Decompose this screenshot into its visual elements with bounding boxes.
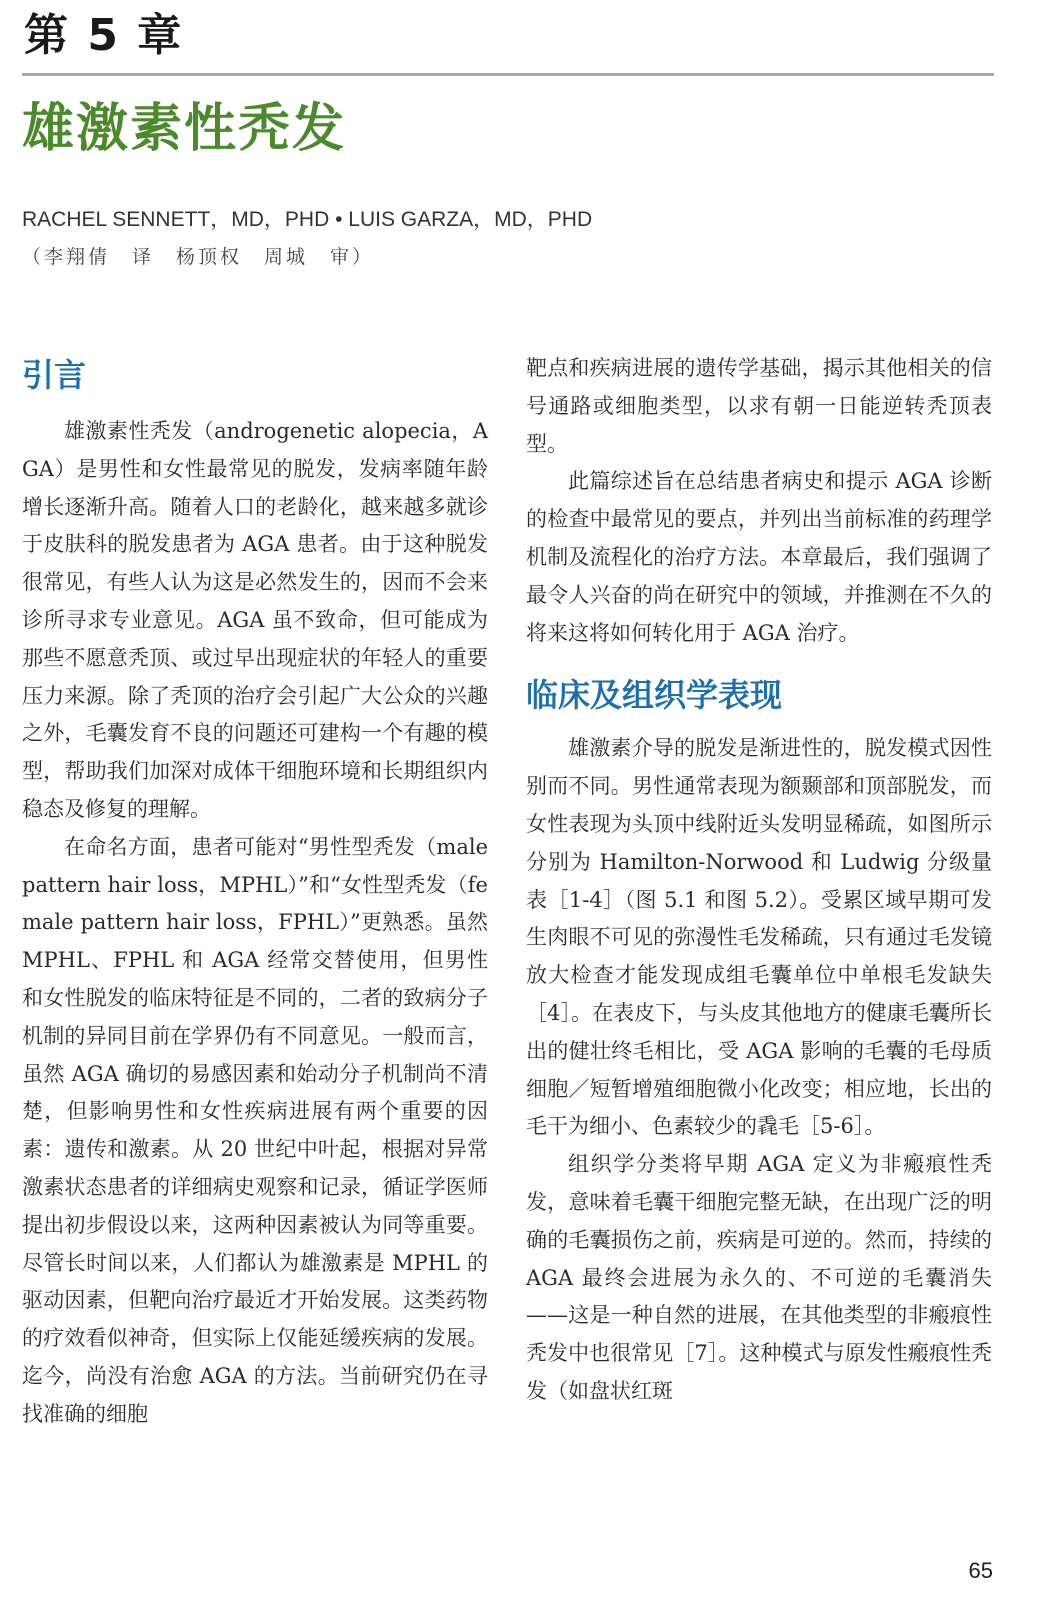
paragraph-clinical-1: 雄激素介导的脱发是渐进性的，脱发模式因性别而不同。男性通常表现为额颞部和顶部脱发，而女性表现为头顶中线附近头发明显稀疏，如图所示分别为 Hamilton-Norwood 和 Ludwig 分级量表［1-4］（图 5.1 和图 5.2）。受累区域早期可发生肉眼不可见的弥漫性毛发稀疏，只有通过毛发镜放大检查才能发现成组毛囊单位中单根毛发缺失［4］。在表皮下，与头皮其他地方的健康毛囊所长出的健壮终毛相比，受 AGA 影响的毛囊的毛母质细胞／短暂增殖细胞微小化改变；相应地，长出的毛干为细小、色素较少的毳毛［5-6］。 bbox=[526, 736, 992, 1139]
chapter-title: 雄激素性秃发 bbox=[22, 98, 347, 159]
chapter-label: 第 5 章 bbox=[24, 10, 184, 61]
paragraph-intro-2-continued: 靶点和疾病进展的遗传学基础，揭示其他相关的信号通路或细胞类型，以求有朝一日能逆转秃顶表型。 bbox=[526, 356, 992, 456]
paragraph-intro-3: 此篇综述旨在总结患者病史和提示 AGA 诊断的检查中最常见的要点，并列出当前标准的药理学机制及流程化的治疗方法。本章最后，我们强调了最令人兴奋的尚在研究中的领域，并推测在不久的将来这将如何转化用于 AGA 治疗。 bbox=[526, 469, 992, 645]
page-number: 65 bbox=[968, 1558, 993, 1583]
left-column bbox=[22, 350, 488, 1434]
section-heading-intro: 引言 bbox=[22, 356, 87, 394]
authors-line: RACHEL SENNETT，MD，PHD • LUIS GARZA，MD，PHD bbox=[22, 208, 593, 231]
paragraph-intro-1: 雄激素性秃发（androgenetic alopecia，AGA）是男性和女性最常见的脱发，发病率随年龄增长逐渐升高。随着人口的老龄化，越来越多就诊于皮肤科的脱发患者为 AGA 患者。由于这种脱发很常见，有些人认为这是必然发生的，因而不会来诊所寻求专业意见。AGA 虽不致命，但可能成为那些不愿意秃顶、或过早出现症状的年轻人的重要压力来源。除了秃顶的治疗会引起广大公众的兴趣之外，毛囊发育不良的问题还可建构一个有趣的模型，帮助我们加深对成体干细胞环境和长期组织内稳态及修复的理解。 bbox=[22, 419, 488, 821]
right-column bbox=[526, 350, 992, 1411]
paragraph-clinical-2: 组织学分类将早期 AGA 定义为非瘢痕性秃发，意味着毛囊干细胞完整无缺，在出现广泛的明确的毛囊损伤之前，疾病是可逆的。然而，持续的 AGA 最终会进展为永久的、不可逆的毛囊消失——这是一种自然的进展，在其他类型的非瘢痕性秃发中也很常见［7］。这种模式与原发性瘢痕性秃发（如盘状红斑 bbox=[526, 1152, 992, 1403]
chapter-divider bbox=[22, 73, 994, 76]
paragraph-intro-2: 在命名方面，患者可能对“男性型秃发（male pattern hair loss，MPHL）”和“女性型秃发（female pattern hair loss，FPHL）”更熟悉。虽然 MPHL、FPHL 和 AGA 经常交替使用，但男性和女性脱发的临床特征是不同的，二者的致病分子机制的异同目前在学界仍有不同意见。一般而言，虽然 AGA 确切的易感因素和始动分子机制尚不清楚，但影响男性和女性疾病进展有两个重要的因素：遗传和激素。从 20 世纪中叶起，根据对异常激素状态患者的详细病史观察和记录，循证学医师提出初步假设以来，这两种因素被认为同等重要。尽管长时间以来，人们都认为雄激素是 MPHL 的驱动因素，但靶向治疗最近才开始发展。这类药物的疗效看似神奇，但实际上仅能延缓疾病的发展。迄今，尚没有治愈 AGA 的方法。当前研究仍在寻找准确的细胞 bbox=[22, 834, 488, 1426]
translators-line: （李翔倩 译 杨顶权 周城 审） bbox=[22, 246, 375, 268]
section-heading-clinical: 临床及组织学表现 bbox=[526, 676, 783, 715]
